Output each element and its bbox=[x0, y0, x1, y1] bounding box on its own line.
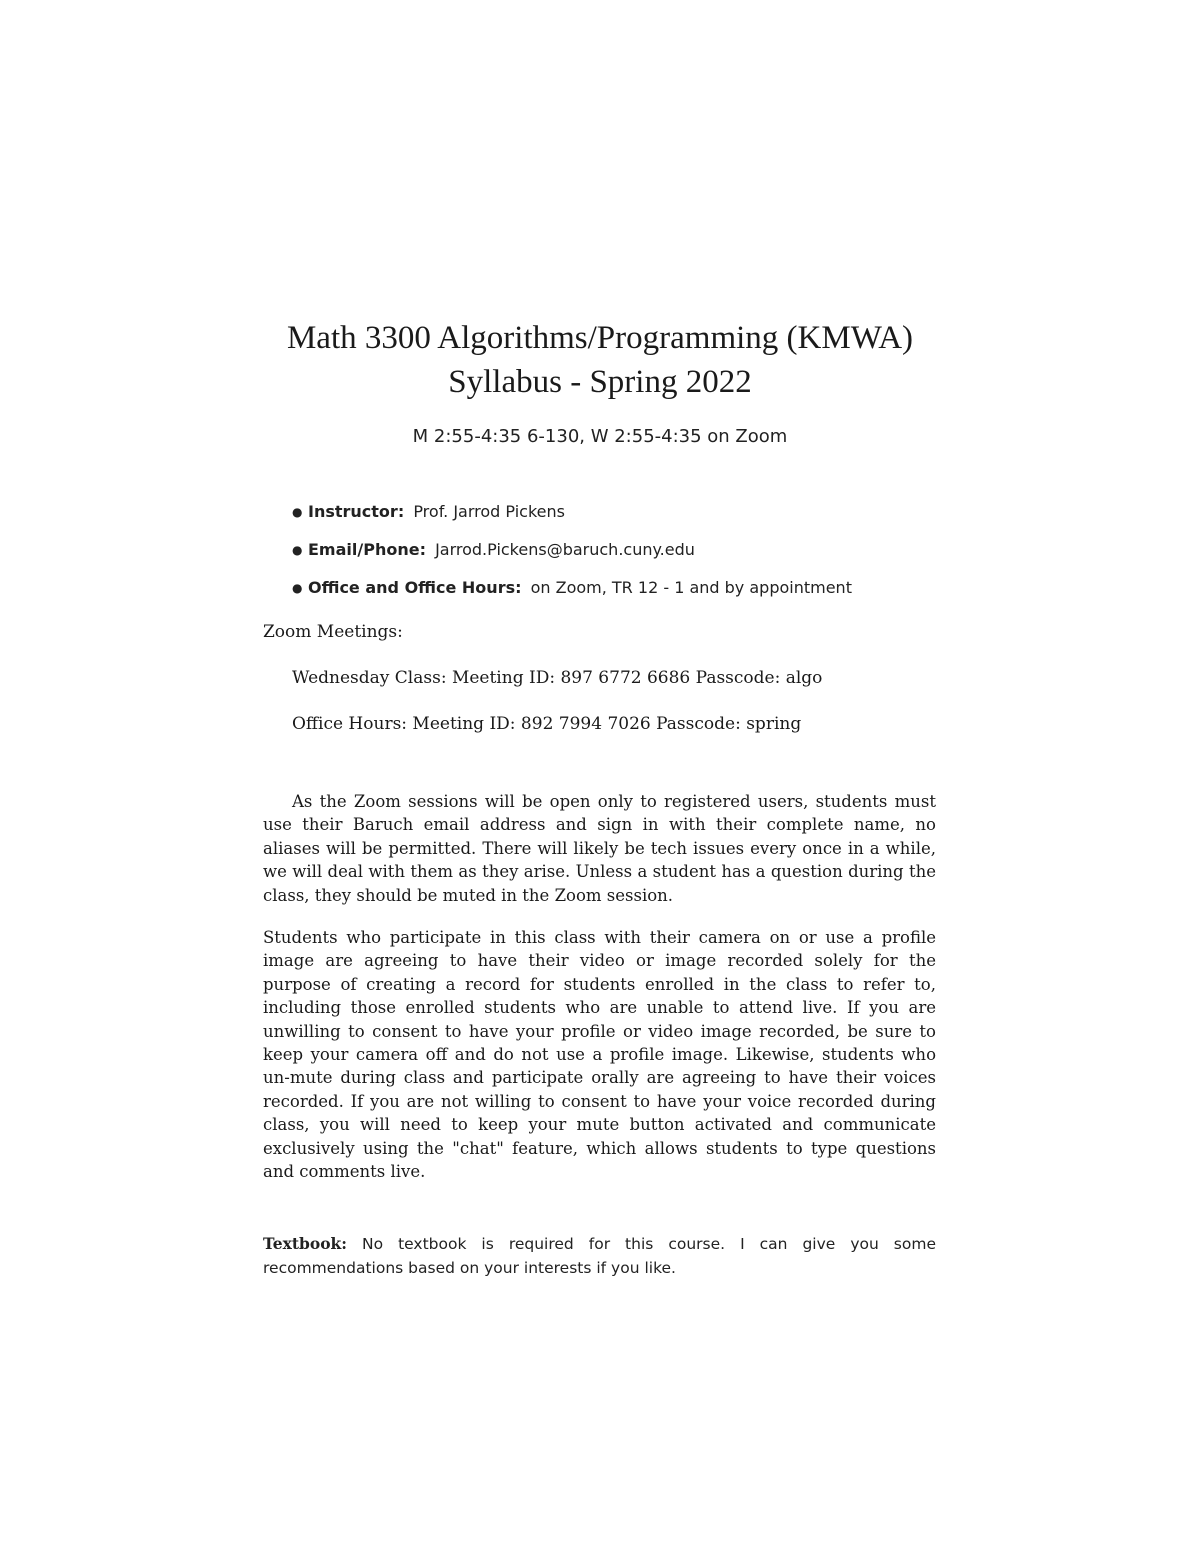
info-item-instructor bbox=[292, 500, 852, 538]
info-item-office-hours bbox=[292, 576, 852, 614]
info-label: Office and Office Hours: bbox=[308, 578, 522, 597]
bullet-icon: ● bbox=[292, 581, 303, 595]
zoom-office-hours: Office Hours: Meeting ID: 892 7994 7026 Passcode: spring bbox=[292, 714, 802, 734]
registration-paragraph: As the Zoom sessions will be open only to registered users, students must use their Baruch email address and sign in with their complete name, no aliases will be permitted. There will likely be tech issues every once in a while, we will deal with them as they arise. Unless a student has a question during the class, they should be muted in the Zoom session. bbox=[263, 792, 936, 905]
info-label: Instructor: bbox=[308, 502, 405, 521]
info-value: on Zoom, TR 12 - 1 and by appointment bbox=[530, 578, 852, 597]
class-schedule: M 2:55-4:35 6-130, W 2:55-4:35 on Zoom bbox=[412, 426, 788, 447]
info-value: Prof. Jarrod Pickens bbox=[413, 502, 565, 521]
info-value: Jarrod.Pickens@baruch.cuny.edu bbox=[435, 540, 695, 559]
textbook-paragraph bbox=[263, 1232, 936, 1280]
syllabus-subtitle: Syllabus - Spring 2022 bbox=[448, 364, 752, 400]
textbook-label: Textbook: bbox=[263, 1234, 347, 1253]
zoom-meetings-heading: Zoom Meetings: bbox=[263, 622, 403, 642]
course-title: Math 3300 Algorithms/Programming (KMWA) bbox=[286, 320, 914, 356]
textbook-text: No textbook is required for this course. I can give you some recommendations based on your interests if you like. bbox=[263, 1235, 936, 1277]
info-label: Email/Phone: bbox=[308, 540, 426, 559]
zoom-wednesday-class: Wednesday Class: Meeting ID: 897 6772 6686 Passcode: algo bbox=[292, 668, 823, 688]
bullet-icon: ● bbox=[292, 543, 303, 557]
bullet-icon: ● bbox=[292, 505, 303, 519]
course-info-list bbox=[292, 500, 852, 614]
recording-paragraph: Students who participate in this class with their camera on or use a profile image are agreeing to have their video or image recorded solely for the purpose of creating a record for students enrolled in the class to refer to, including those enrolled students who are unable to attend live. If you are unwilling to consent to have your profile or video image recorded, be sure to keep your camera off and do not use a profile image. Likewise, students who un-mute during class and participate orally are agreeing to have their voices recorded. If you are not willing to consent to have your voice recorded during class, you will need to keep your mute button activated and communicate exclusively using the "chat" feature, which allows students to type questions and comments live. bbox=[263, 928, 936, 1182]
info-item-email bbox=[292, 538, 852, 576]
